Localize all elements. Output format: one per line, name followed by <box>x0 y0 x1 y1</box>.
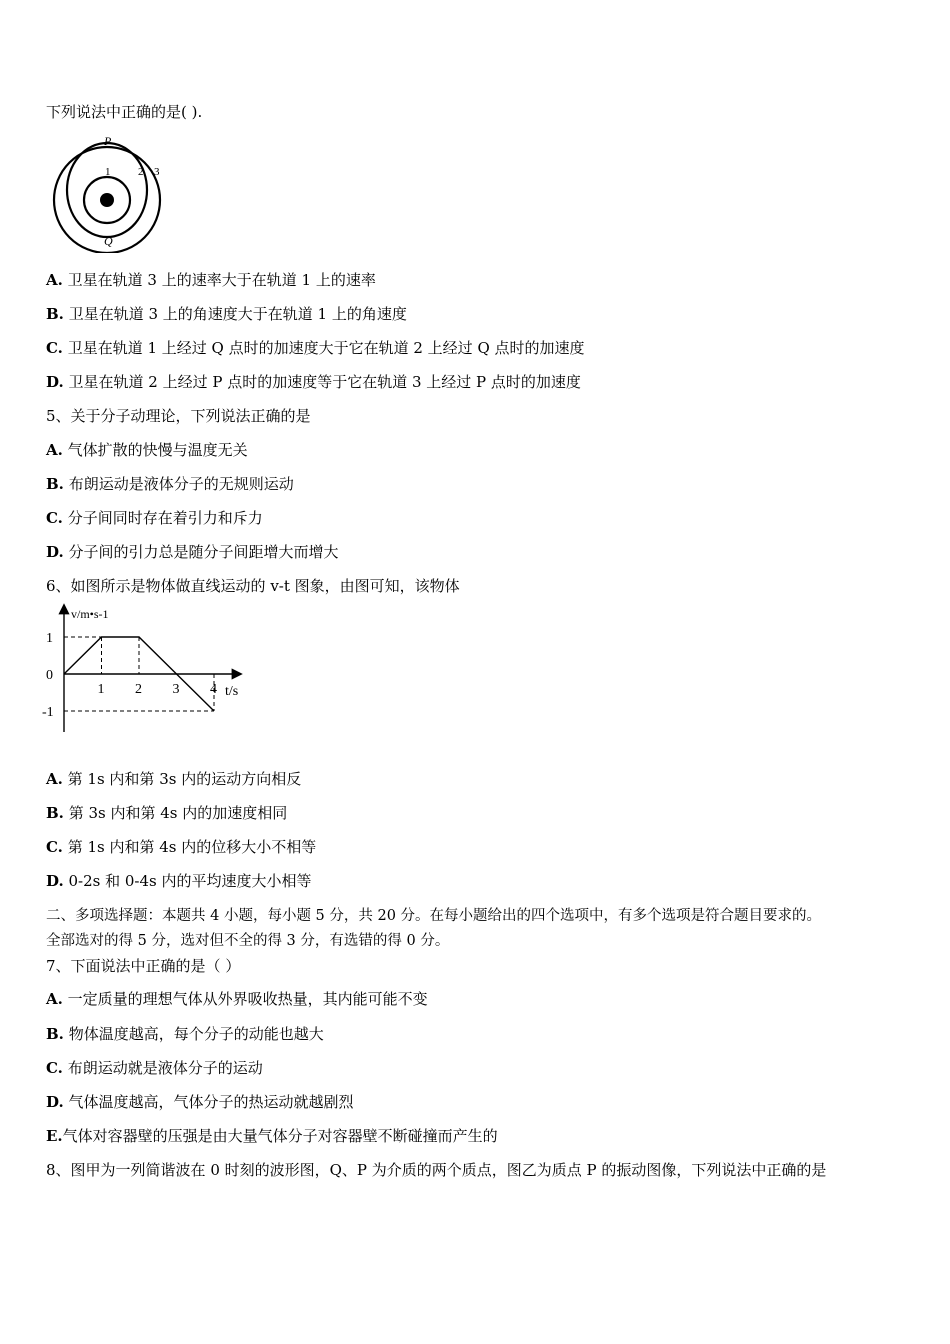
orbit-diagram <box>50 133 170 253</box>
q6-option-d: D. 0-2s 和 0-4s 内的平均速度大小相等 <box>46 872 312 890</box>
x-tick-label: 4 <box>210 682 217 697</box>
y-tick-label: 1 <box>46 631 53 646</box>
q4-option-a: A. 卫星在轨道 3 上的速率大于在轨道 1 上的速率 <box>46 271 376 289</box>
q6-option-a: A. 第 1s 内和第 3s 内的运动方向相反 <box>46 770 302 788</box>
q5-option-c: C. 分子间同时存在着引力和斥力 <box>46 509 263 527</box>
orbit-label-3: 3 <box>154 166 160 178</box>
q7-option-b: B. 物体温度越高，每个分子的动能也越大 <box>46 1025 324 1043</box>
q6-option-b: B. 第 3s 内和第 4s 内的加速度相同 <box>46 804 288 822</box>
vt-chart <box>40 600 255 740</box>
y-axis-label: v/m•s-1 <box>71 607 109 621</box>
x-tick-label: 3 <box>172 682 180 697</box>
y-tick-label: 0 <box>46 668 53 683</box>
x-axis-label: t/s <box>225 684 239 699</box>
q6-stem: 6、如图所示是物体做直线运动的 v-t 图象，由图可知，该物体 <box>46 577 460 595</box>
q7-option-a: A. 一定质量的理想气体从外界吸收热量，其内能可能不变 <box>46 990 428 1008</box>
q4-stem: 下列说法中正确的是( ). <box>46 103 203 121</box>
orbit-label-2: 2 <box>138 166 144 178</box>
q4-option-b: B. 卫星在轨道 3 上的角速度大于在轨道 1 上的角速度 <box>46 305 407 323</box>
q5-option-a: A. 气体扩散的快慢与温度无关 <box>46 441 248 459</box>
q6-option-c: C. 第 1s 内和第 4s 内的位移大小不相等 <box>46 838 317 856</box>
section2-instructions-line2: 全部选对的得 5 分，选对但不全的得 3 分，有选错的得 0 分。 <box>46 933 450 949</box>
q4-option-d: D. 卫星在轨道 2 上经过 P 点时的加速度等于它在轨道 3 上经过 P 点时的加速度 <box>46 373 581 391</box>
y-tick-label: -1 <box>42 705 54 720</box>
q8-stem: 8、图甲为一列简谐波在 0 时刻的波形图，Q、P 为介质的两个质点，图乙为质点 P 的振动图像，下列说法中正确的是 <box>46 1161 827 1179</box>
q7-stem: 7、下面说法中正确的是（ ） <box>46 957 241 975</box>
q5-stem: 5、关于分子动理论，下列说法正确的是 <box>46 407 311 425</box>
x-tick-label: 1 <box>97 682 105 697</box>
x-tick-label: 2 <box>135 682 142 697</box>
q7-option-d: D. 气体温度越高，气体分子的热运动就越剧烈 <box>46 1093 354 1111</box>
q7-option-c: C. 布朗运动就是液体分子的运动 <box>46 1059 263 1077</box>
orbit-label-q: Q <box>104 234 113 248</box>
section2-instructions-line1: 二、多项选择题：本题共 4 小题，每小题 5 分，共 20 分。在每小题给出的四个选项中，有多个选项是符合题目要求的。 <box>46 908 822 924</box>
orbit-label-p: P <box>104 134 112 148</box>
orbit-label-1: 1 <box>105 166 111 178</box>
q5-option-b: B. 布朗运动是液体分子的无规则运动 <box>46 475 294 493</box>
q4-option-c: C. 卫星在轨道 1 上经过 Q 点时的加速度大于它在轨道 2 上经过 Q 点时的加速度 <box>46 339 585 357</box>
q5-option-d: D. 分子间的引力总是随分子间距增大而增大 <box>46 543 339 561</box>
q7-option-e: E.气体对容器壁的压强是由大量气体分子对容器壁不断碰撞而产生的 <box>46 1127 498 1145</box>
